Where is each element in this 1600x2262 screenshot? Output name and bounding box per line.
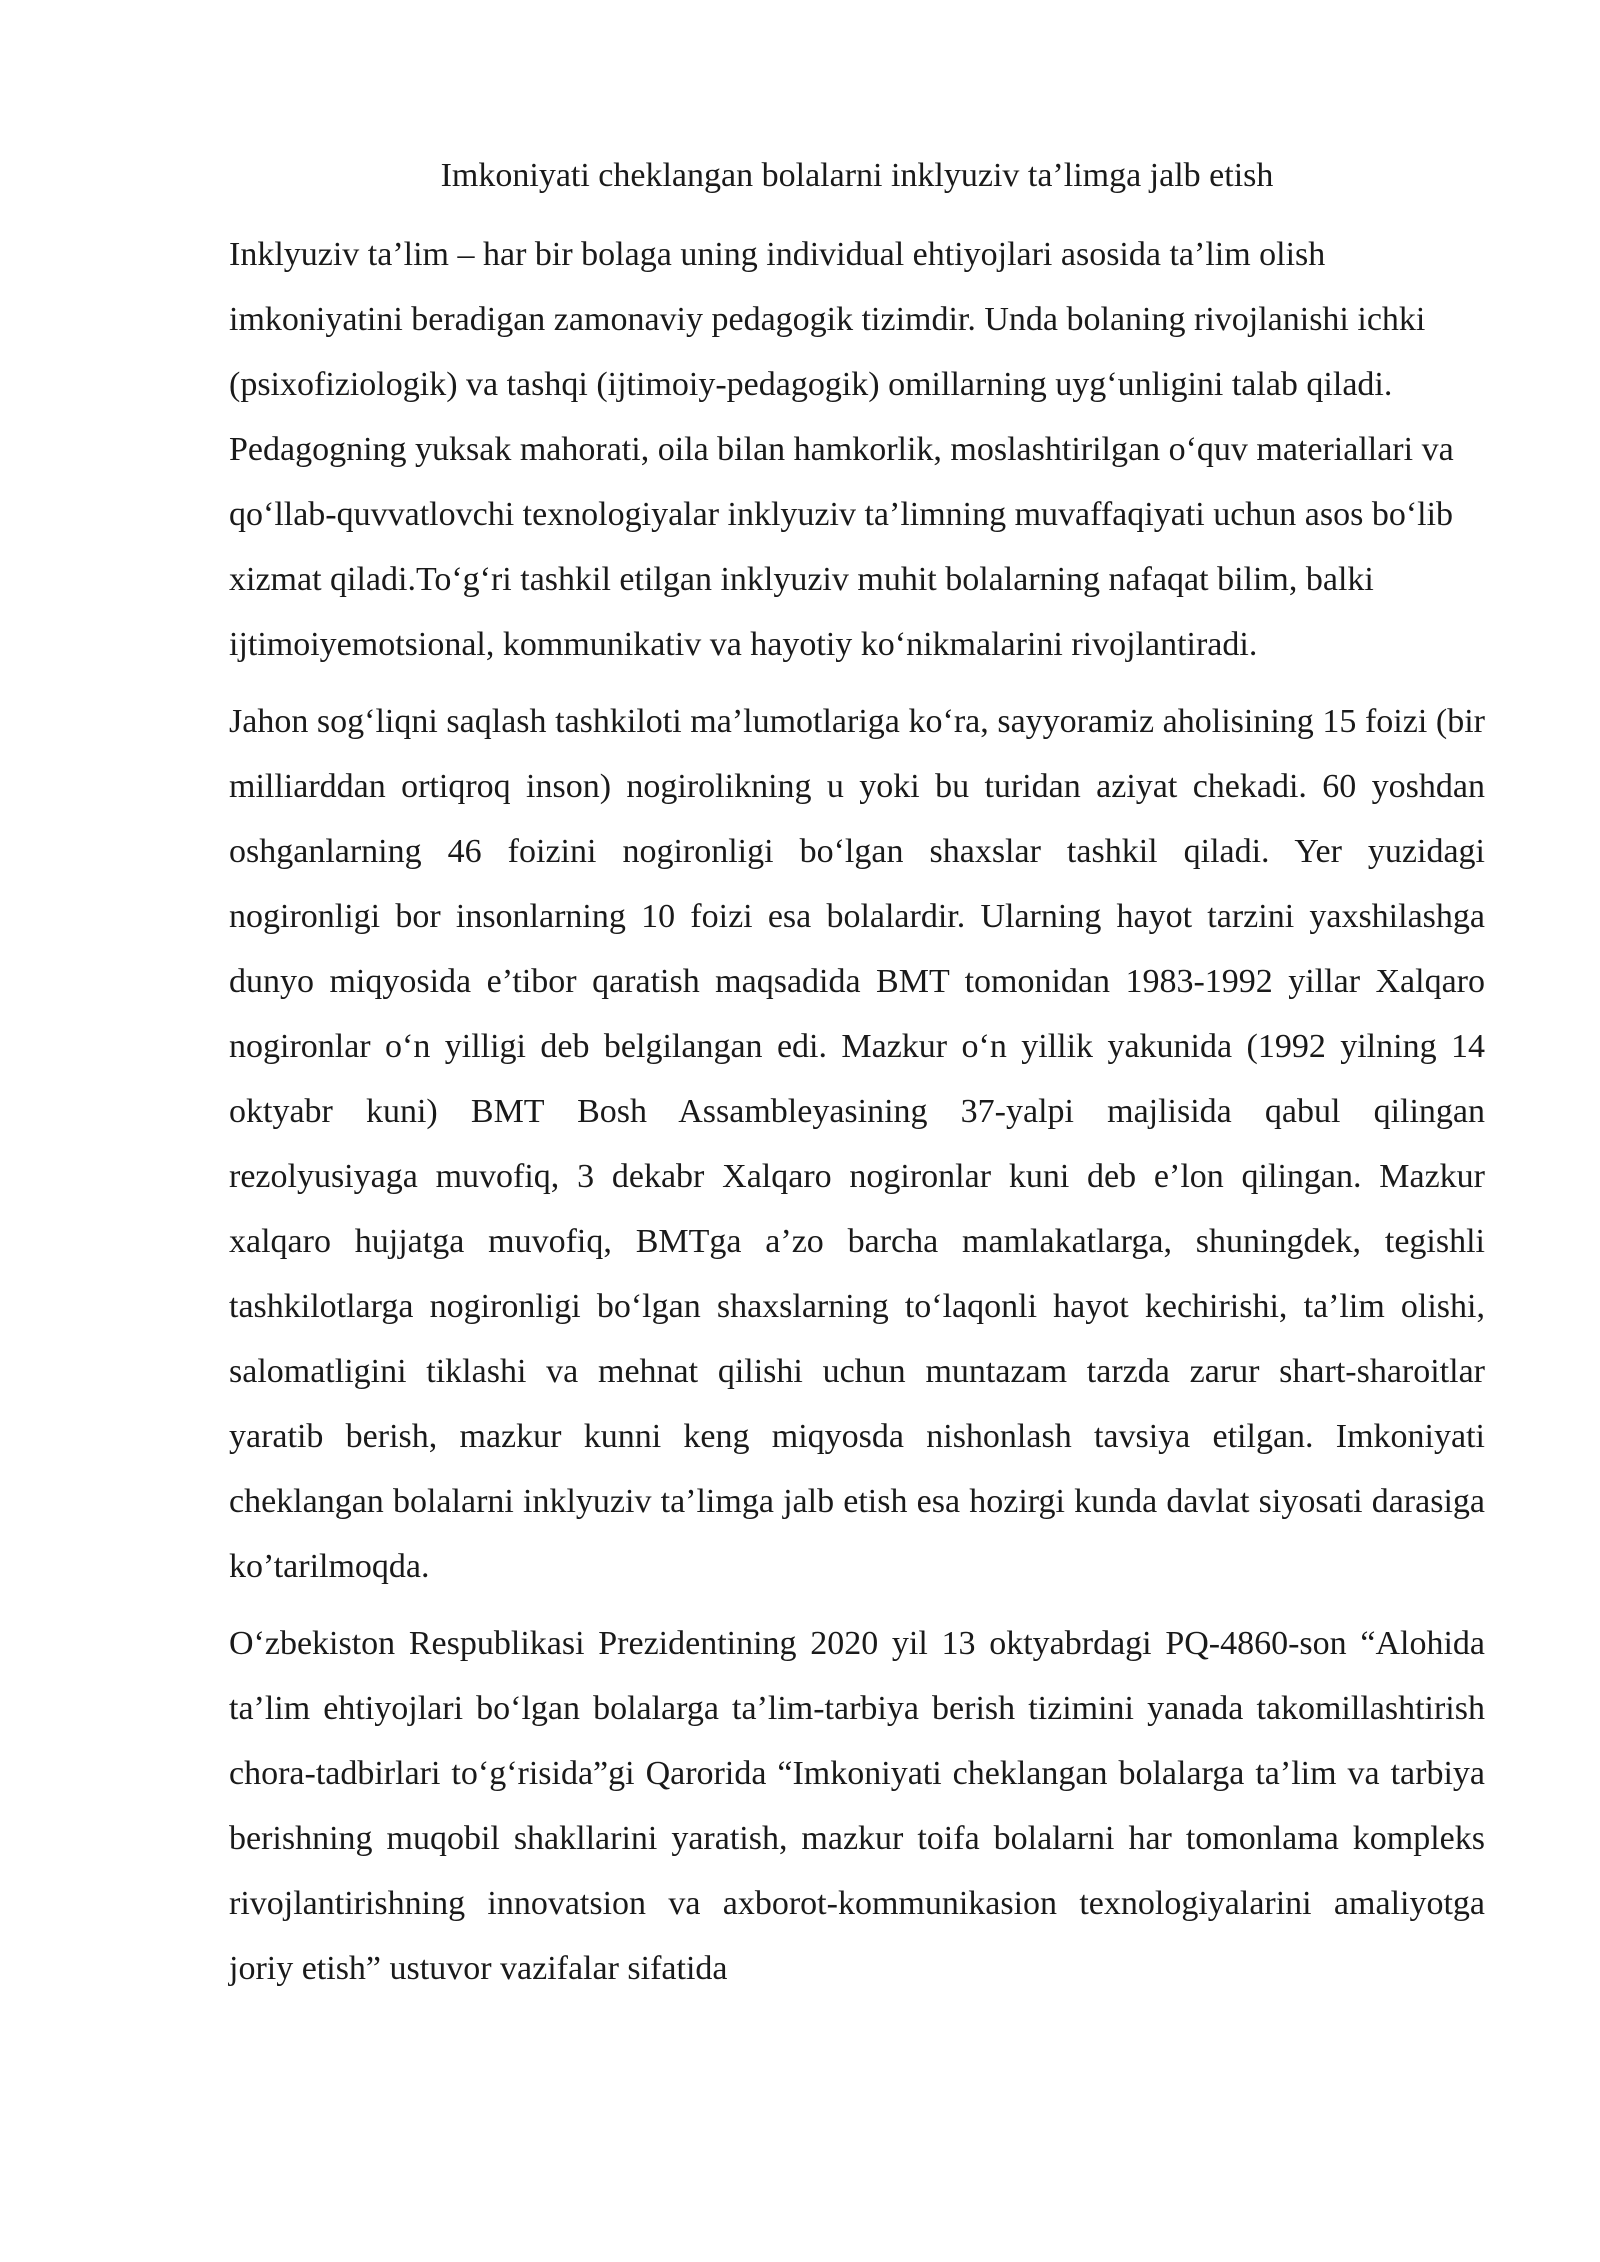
- paragraph-inclusive-education: Inklyuziv ta’lim – har bir bolaga uning individual ehtiyojlari asosida ta’lim olish imkoniyatini beradigan zamonaviy pedagogik tizimdir. Unda bolaning rivojlanishi ichki (psixofiziologik) va tashqi (ijtimoiy-pedagogik) omillarning uygʻunligini talab qiladi. Pedagogning yuksak mahorati, oila bilan hamkorlik, moslashtirilgan oʻquv materiallari va qoʻllab-quvvatlovchi texnologiyalar inklyuziv ta’limning muvaffaqiyati uchun asos boʻlib xizmat qiladi.Toʻgʻri tashkil etilgan inklyuziv muhit bolalarning nafaqat bilim, balki ijtimoiyemotsional, kommunikativ va hayotiy koʻnikmalarini rivojlantiradi.: [229, 236, 1454, 663]
- document-page: [229, 150, 1485, 2013]
- document-title: Imkoniyati cheklangan bolalarni inklyuziv ta’limga jalb etish: [440, 157, 1274, 194]
- paragraph-presidential-decree: Oʻzbekiston Respublikasi Prezidentining 2020 yil 13 oktyabrdagi PQ-4860-son “Alohida ta’lim ehtiyojlari boʻlgan bolalarga ta’lim-tarbiya berish tizimini yanada takomillashtirish chora-tadbirlari toʻgʻrisida”gi Qarorida “Imkoniyati cheklangan bolalarga ta’lim va tarbiya berishning muqobil shakllarini yaratish, mazkur toifa bolalarni har tomonlama kompleks rivojlantirishning innovatsion va axborot-kommunikasion texnologiyalarini amaliyotga joriy etish” ustuvor vazifalar sifatida: [229, 1625, 1485, 1987]
- paragraph-who-statistics: Jahon sogʻliqni saqlash tashkiloti ma’lumotlariga koʻra, sayyoramiz aholisining 15 foizi (bir milliarddan ortiqroq inson) nogirolikning u yoki bu turidan aziyat chekadi. 60 yoshdan oshganlarning 46 foizini nogironligi boʻlgan shaxslar tashkil qiladi. Yer yuzidagi nogironligi bor insonlarning 10 foizi esa bolalardir. Ularning hayot tarzini yaxshilashga dunyo miqyosida e’tibor qaratish maqsadida BMT tomonidan 1983-1992 yillar Xalqaro nogironlar oʻn yilligi deb belgilangan edi. Mazkur oʻn yillik yakunida (1992 yilning 14 oktyabr kuni) BMT Bosh Assambleyasining 37-yalpi majlisida qabul qilingan rezolyusiyaga muvofiq, 3 dekabr Xalqaro nogironlar kuni deb e’lon qilingan. Mazkur xalqaro hujjatga muvofiq, BMTga a’zo barcha mamlakatlarga, shuningdek, tegishli tashkilotlarga nogironligi boʻlgan shaxslarning toʻlaqonli hayot kechirishi, ta’lim olishi, salomatligini tiklashi va mehnat qilishi uchun muntazam tarzda zarur shart-sharoitlar yaratib berish, mazkur kunni keng miqyosda nishonlash tavsiya etilgan. Imkoniyati cheklangan bolalarni inklyuziv ta’limga jalb etish esa hozirgi kunda davlat siyosati darasiga ko’tarilmoqda.: [229, 703, 1485, 1585]
